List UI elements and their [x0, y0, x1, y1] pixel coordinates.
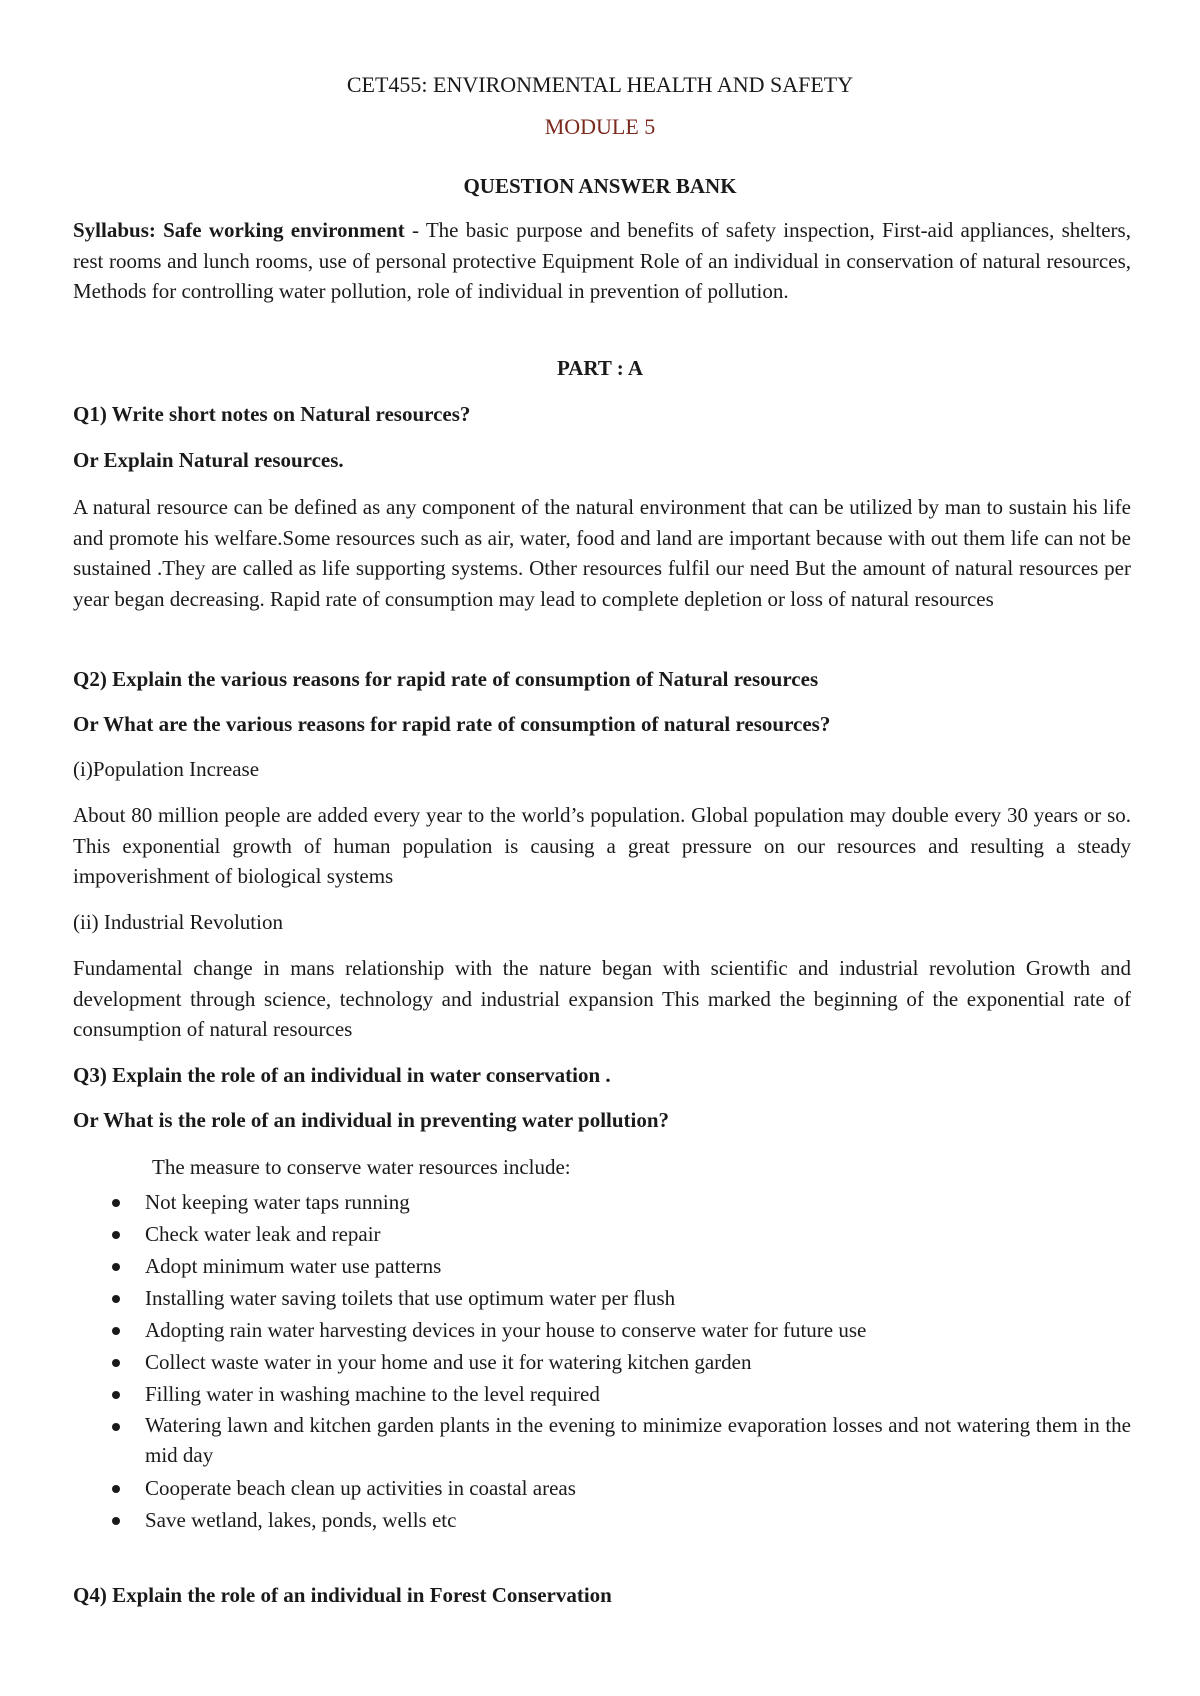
bullet-icon [112, 1359, 120, 1367]
bullet-icon [112, 1423, 120, 1431]
course-title: CET455: ENVIRONMENTAL HEALTH AND SAFETY [346, 72, 854, 97]
list-item: Adopt minimum water use patterns [108, 1250, 1131, 1282]
bullet-icon [112, 1295, 120, 1303]
q2-question: Q2) Explain the various reasons for rapid rate of consumption of Natural resources [73, 667, 819, 691]
list-item: Check water leak and repair [108, 1218, 1131, 1250]
bank-title: QUESTION ANSWER BANK [463, 174, 737, 198]
syllabus-paragraph [73, 215, 1131, 307]
part-title: PART : A [557, 356, 643, 380]
bullet-icon [112, 1199, 120, 1207]
list-item: Collect waste water in your home and use it for watering kitchen garden [108, 1346, 1131, 1378]
list-item: Filling water in washing machine to the level required [108, 1378, 1131, 1410]
q3-question: Q3) Explain the role of an individual in water conservation . [73, 1063, 611, 1087]
q2-subheading-industrial: (ii) Industrial Revolution [73, 910, 283, 934]
q1-answer-text: A natural resource can be defined as any component of the natural environment that can be utilized by man to sustain his life and promote his welfare.Some resources such as air, water, food and land are important because with out them life can not be sustained .They are called as life supporting systems. Other resources fulfil our need But the amount of natural resources per year began decreasing. Rapid rate of consumption may lead to complete depletion or loss of natural resources [73, 495, 1131, 611]
bullet-icon [112, 1263, 120, 1271]
list-item: Cooperate beach clean up activities in coastal areas [108, 1472, 1131, 1504]
bullet-icon [112, 1231, 120, 1239]
syllabus-label: Syllabus: Safe working environment [73, 218, 405, 242]
list-item: Watering lawn and kitchen garden plants in the evening to minimize evaporation losses and not watering them in the mid day [108, 1410, 1131, 1472]
q2-population-text: About 80 million people are added every year to the world’s population. Global population may double every 30 years or so. This exponential growth of human population is causing a great pressure on our resources and resulting a steady impoverishment of biological systems [73, 803, 1131, 888]
q4-question: Q4) Explain the role of an individual in Forest Conservation [73, 1583, 612, 1607]
q1-question: Q1) Write short notes on Natural resources? [73, 402, 471, 426]
q2-alt-question: Or What are the various reasons for rapid rate of consumption of natural resources? [73, 712, 831, 736]
syllabus-text: - The basic purpose and benefits of safety inspection, First-aid appliances, shelters, rest rooms and lunch rooms, use of personal protective Equipment Role of an individual in conservation of natural resources, Methods for controlling water pollution, role of individual in prevention of pollution. [73, 218, 1131, 303]
list-item: Save wetland, lakes, ponds, wells etc [108, 1504, 1131, 1536]
q2-population-paragraph [73, 800, 1131, 892]
bullet-icon [112, 1517, 120, 1525]
q3-intro: The measure to conserve water resources include: [152, 1155, 571, 1179]
q3-bullet-list [108, 1186, 1131, 1536]
q3-alt-question: Or What is the role of an individual in preventing water pollution? [73, 1108, 670, 1132]
bullet-icon [112, 1391, 120, 1399]
module-heading: MODULE 5 [544, 114, 656, 139]
bullet-icon [112, 1327, 120, 1335]
list-item: Installing water saving toilets that use optimum water per flush [108, 1282, 1131, 1314]
bullet-icon [112, 1485, 120, 1493]
list-item: Not keeping water taps running [108, 1186, 1131, 1218]
q1-alt-question: Or Explain Natural resources. [73, 448, 344, 472]
q1-answer [73, 492, 1131, 614]
q2-industrial-text: Fundamental change in mans relationship with the nature began with scientific and industrial revolution Growth and development through science, technology and industrial expansion This marked the beginning of the exponential rate of consumption of natural resources [73, 956, 1131, 1041]
list-item: Adopting rain water harvesting devices in your house to conserve water for future use [108, 1314, 1131, 1346]
q2-industrial-paragraph [73, 953, 1131, 1045]
q2-subheading-population: (i)Population Increase [73, 757, 260, 781]
